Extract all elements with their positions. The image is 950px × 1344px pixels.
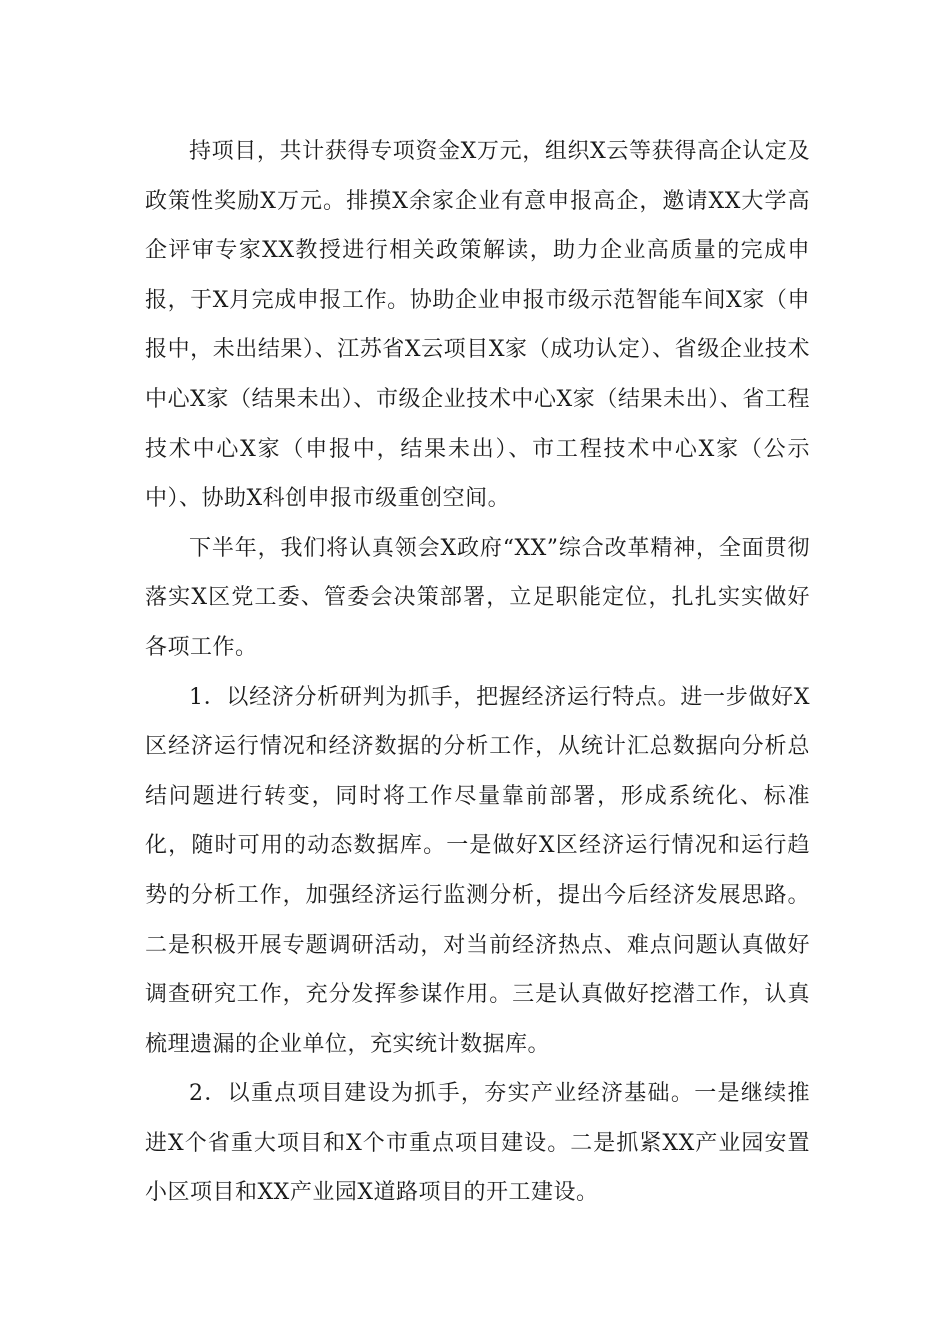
paragraph-key-projects: 2．以重点项目建设为抓手，夯实产业经济基础。一是继续推进X个省重大项目和X个市重点项目建设。二是抓紧XX产业园安置小区项目和XX产业园X道路项目的开工建设。 xyxy=(145,1081,810,1206)
paragraph-economic-analysis: 1．以经济分析研判为抓手，把握经济运行特点。进一步做好X区经济运行情况和经济数据的分析工作，从统计汇总数据向分析总结问题进行转变，同时将工作尽量靠前部署，形成系统化、标准化，随时可用的动态数据库。一是做好X区经济运行情况和运行趋势的分析工作，加强经济运行监测分析，提出今后经济发展思路。二是积极开展专题调研活动，对当前经济热点、难点问题认真做好调查研究工作，充分发挥参谋作用。三是认真做好挖潜工作，认真梳理遗漏的企业单位，充实统计数据库。 xyxy=(145,684,810,1057)
paragraph-second-half-plan: 下半年，我们将认真领会X政府“XX”综合改革精神，全面贯彻落实X区党工委、管委会决策部署，立足职能定位，扎扎实实做好各项工作。 xyxy=(145,535,810,660)
document-body xyxy=(145,127,810,1218)
paragraph-funding-summary: 持项目，共计获得专项资金X万元，组织X云等获得高企认定及政策性奖励X万元。排摸X余家企业有意申报高企，邀请XX大学高企评审专家XX教授进行相关政策解读，助力企业高质量的完成申报，于X月完成申报工作。协助企业申报市级示范智能车间X家（申报中，未出结果）、江苏省X云项目X家（成功认定）、省级企业技术中心X家（结果未出）、市级企业技术中心X家（结果未出）、省工程技术中心X家（申报中，结果未出）、市工程技术中心X家（公示中）、协助X科创申报市级重创空间。 xyxy=(145,139,810,512)
